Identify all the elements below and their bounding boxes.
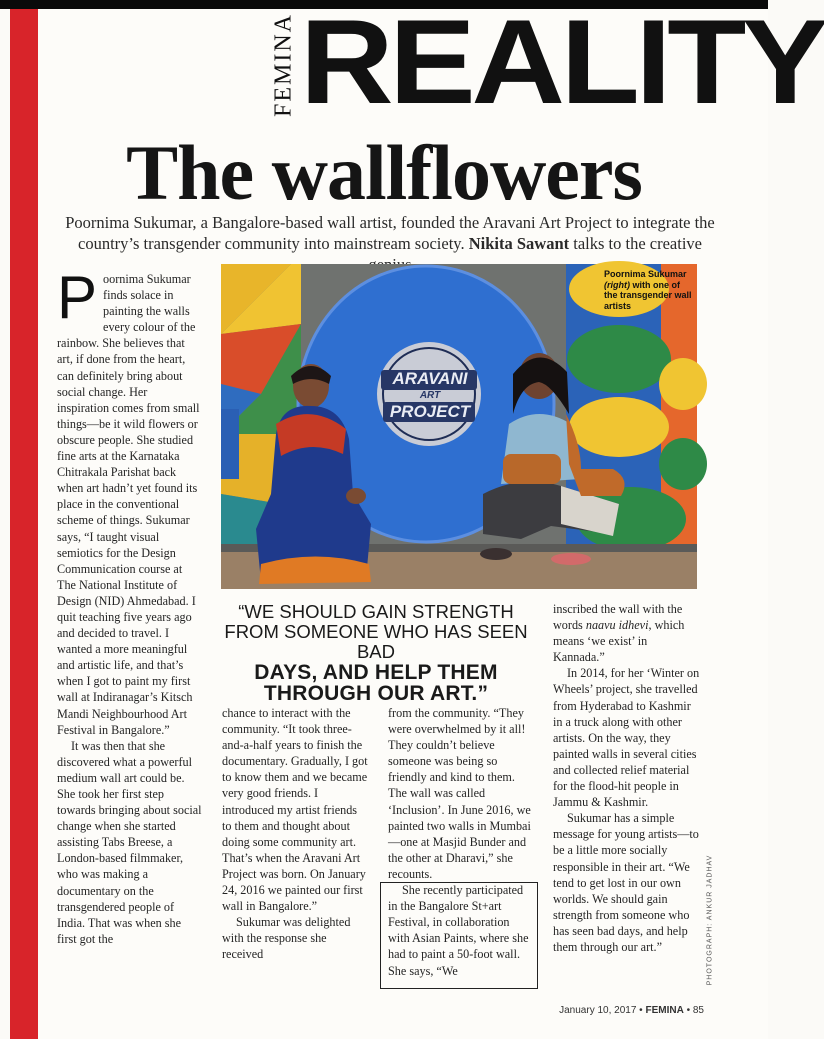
- drop-cap: P: [57, 264, 98, 331]
- issue-date: January 10, 2017: [559, 1005, 637, 1016]
- body-column-2: [222, 705, 368, 963]
- paragraph-text: , which means ‘we exist’ in Kannada.”: [553, 618, 685, 665]
- mural-logo-text: [375, 368, 485, 422]
- paragraph-italic: naavu idhevi: [585, 618, 649, 633]
- highlight-box: [380, 882, 538, 989]
- page-number: 85: [692, 1005, 704, 1016]
- author-name: Nikita Sawant: [468, 234, 570, 253]
- paragraph: It was then that she discovered what a powerful medium wall art could be. She took her first step towards bringing about social change when she started assisting Tabs Breese, a London-based filmmaker, who was making a documentary on the transgendered people of India. That was when she first got the: [57, 738, 202, 946]
- caption-name: Poornima Sukumar: [604, 269, 687, 279]
- section-brand: [264, 12, 304, 118]
- paragraph: chance to interact with the community. “It took three-and-a-half years to finish the documentary. Gradually, I got to know them and we became very good friends. I introduced my artist friends to them and thought about doing some community art. That’s when the Aravani Art Project was born. On January 24, 2016 we painted our first wall in Bangalore.”: [222, 706, 368, 914]
- paragraph: She recently participated in the Bangalore St+art Festival, in collaboration with Asian Paints, where she had to paint a 50-foot wall. She says, “We: [388, 883, 529, 978]
- photo-credit-text: PHOTOGRAPH: ANKUR JADHAV: [706, 854, 714, 986]
- paragraph: In 2014, for her ‘Winter on Wheels’ project, she travelled from Hyderabad to Kashmir in a truck along with other artists. On the way, they painted walls in several cities and collected relief material for the flood-hit people in Jammu & Kashmir.: [553, 666, 700, 810]
- caption-text: with one of the transgender wall artists: [604, 279, 692, 311]
- page-folio: January 10, 2017 • FEMINA • 85: [559, 1005, 704, 1016]
- femina-label: FEMINA: [270, 12, 297, 118]
- pull-quote-bold: DAYS, AND HELP THEM THROUGH OUR ART.”: [254, 661, 498, 705]
- paragraph: [57, 264, 202, 738]
- photo-credit: [703, 854, 717, 986]
- paragraph-text: oornima Sukumar finds solace in painting the walls every colour of the rainbow. She believes that art, if done from the heart, can definitely bring about social change. Her inspiration comes from small things—be it wild flowers or obscure people. She studied fine arts at the Karnataka Chitrakala Parishat back when art hadn’t yet found its place in the conventional scheme of things. Sukumar says, “I taught visual semiotics for the Design Communication course at The National Institute of Design (NID) Ahmedabad. I quit teaching five years ago and decided to travel. I wanted a more meaningful and artistic life, and that’s when I got to paint my first wall at Indiranagar’s Kitsch Mandi Neighbourhood Art Festival in Bangalore.”: [57, 272, 200, 737]
- paragraph: from the community. “They were overwhelmed by it all! They couldn’t believe someone was being so friendly and kind to them. The wall was called ‘Inclusion’. In June 2016, we painted two walls in Mumbai—one at Masjid Bunder and the other at Dharavi,” she recounts.: [388, 706, 531, 881]
- feature-photo: [221, 264, 697, 589]
- pull-quote-light: “WE SHOULD GAIN STRENGTH FROM SOMEONE WHO HAS SEEN BAD: [224, 601, 528, 662]
- caption-right: (right): [604, 279, 630, 290]
- standfirst-tail: talks to the creative: [573, 234, 702, 253]
- body-column-4: [553, 601, 700, 955]
- mural-logo-word-1: ARAVANI: [392, 369, 468, 388]
- folio-magazine: FEMINA: [645, 1005, 684, 1016]
- paragraph: Sukumar has a simple message for young artists—to be a little more socially responsible in their art. “We tend to get lost in our own worlds. We should gain strength from someone who has seen bad days, and help them through our art.”: [553, 811, 699, 954]
- mural-logo-word-3: PROJECT: [389, 402, 471, 421]
- section-title: REALITY: [300, 0, 824, 129]
- headline: The wallflowers: [126, 129, 642, 216]
- paragraph: Sukumar was delighted with the response she received: [222, 915, 351, 962]
- paragraph-text: inscribed the wall with the words: [553, 602, 683, 633]
- standfirst-text: Poornima Sukumar, a Bangalore-based wall artist, founded the Aravani Art Project to integrate the country’s transgender community into mainstream society.: [65, 213, 715, 253]
- pull-quote: [216, 602, 536, 704]
- photo-caption: [604, 269, 694, 311]
- mural-logo-word-2: ART: [419, 390, 441, 401]
- body-column-1: [57, 264, 202, 947]
- mural-photo-illustration: [221, 264, 697, 589]
- paragraph: [553, 601, 700, 665]
